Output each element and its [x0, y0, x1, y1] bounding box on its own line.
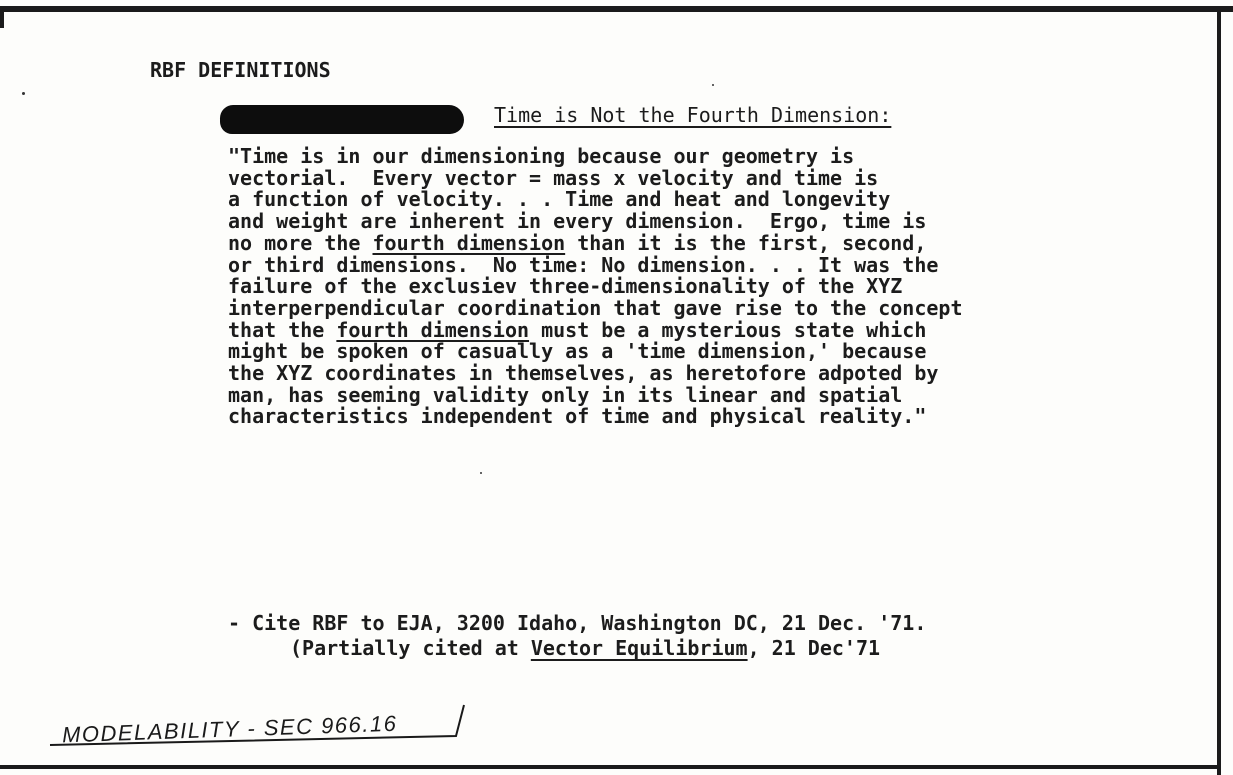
- citation-source: Vector Equilibrium: [530, 636, 748, 660]
- speck: [22, 92, 25, 95]
- quote-line: must be a mysterious state which: [529, 317, 927, 342]
- speck: [480, 472, 482, 474]
- handwritten-note-text: MODELABILITY - SEC 966.16: [61, 710, 398, 748]
- quote-line: interperpendicular coordination that gave rise to the concept: [228, 295, 963, 320]
- underlined-term: fourth dimension: [372, 230, 566, 255]
- page-heading: RBF DEFINITIONS: [150, 58, 331, 82]
- citation-prefix: (Partially cited at: [290, 636, 531, 660]
- quote-line: failure of the exclusiev three-dimensionality of the XYZ: [228, 274, 903, 299]
- quote-line: the XYZ coordinates in themselves, as heretofore adpoted by: [228, 361, 939, 386]
- quote-line: and weight are inherent in every dimension. Ergo, time is: [228, 209, 927, 234]
- frame-top-border: [0, 6, 1233, 12]
- handwritten-note: [46, 700, 476, 750]
- definition-title: Time is Not the Fourth Dimension:: [494, 103, 892, 127]
- speck: [712, 84, 714, 86]
- quote-line: that the: [228, 317, 337, 342]
- citation-line-2: [290, 636, 880, 660]
- quote-line: vectorial. Every vector = mass x velocity and time is: [228, 165, 879, 190]
- quote-line: characteristics independent of time and physical reality.": [228, 404, 927, 429]
- quote-line: or third dimensions. No time: No dimension. . . It was the: [228, 252, 939, 277]
- quote-line: a function of velocity. . . Time and heat and longevity: [228, 187, 891, 212]
- citation-line-1: - Cite RBF to EJA, 3200 Idaho, Washington DC, 21 Dec. '71.: [228, 611, 927, 635]
- quote-line: no more the: [228, 230, 373, 255]
- citation-suffix: , 21 Dec'71: [747, 636, 881, 660]
- frame-bottom-border: [0, 765, 1221, 769]
- underlined-term: fourth dimension: [336, 317, 530, 342]
- quote-line: "Time is in our dimensioning because our geometry is: [228, 144, 855, 168]
- quote-line: might be spoken of casually as a 'time dimension,' because: [228, 339, 927, 364]
- redaction-bar: [220, 105, 464, 134]
- quote-line: man, has seeming validity only in its linear and spatial: [228, 382, 903, 407]
- definition-quote: [228, 146, 963, 428]
- quote-line: than it is the first, second,: [565, 230, 927, 255]
- frame-left-stub: [0, 6, 4, 28]
- frame-right-border: [1217, 6, 1221, 775]
